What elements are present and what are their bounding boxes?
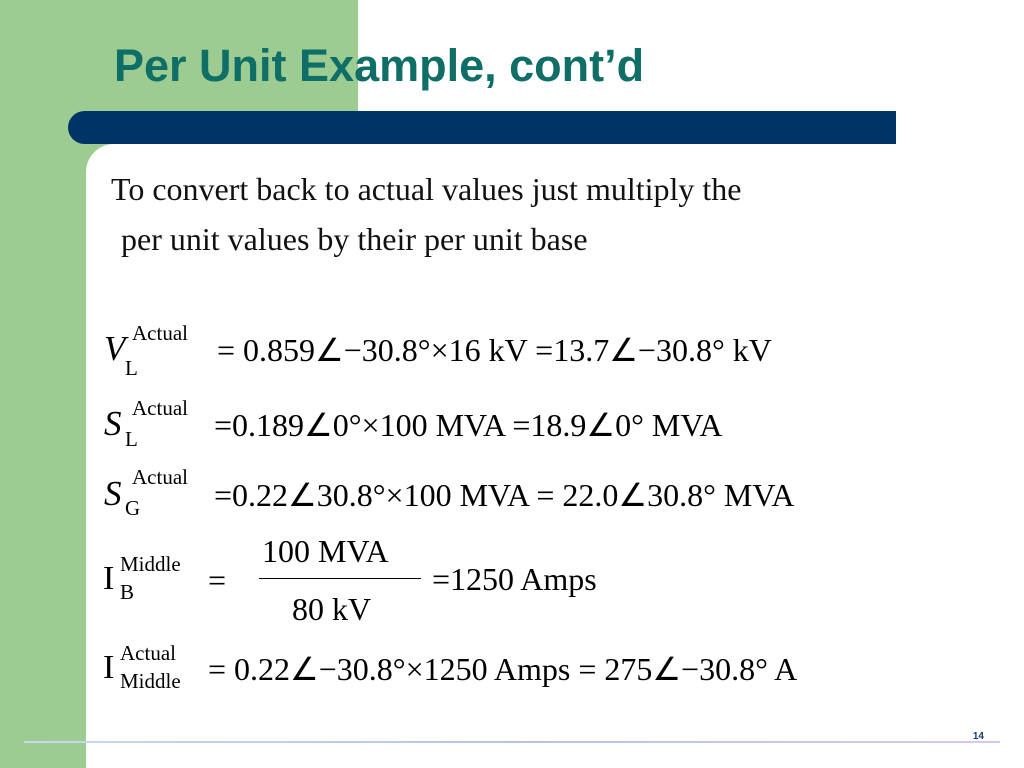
eq2-superscript: Actual — [132, 396, 188, 420]
eq4-equals: = — [208, 562, 227, 598]
eq4-denominator: 80 kV — [292, 591, 372, 627]
eq1-subscript: L — [125, 356, 138, 380]
eq4-numerator: 100 MVA — [262, 533, 389, 569]
instruction-text-line-2: per unit values by their per unit base — [121, 221, 588, 257]
instruction-text-line-1: To convert back to actual values just multiply the — [111, 171, 742, 207]
eq5-subscript: Middle — [120, 669, 181, 693]
eq3-symbol: S — [104, 474, 122, 513]
eq4-subscript: B — [120, 580, 135, 604]
eq5-symbol: I — [103, 649, 115, 686]
title-underline-bar — [68, 111, 896, 144]
eq3-superscript: Actual — [132, 465, 188, 489]
slide-title: Per Unit Example, cont’d — [114, 40, 645, 91]
eq3-subscript: G — [125, 496, 141, 520]
eq4-superscript: Middle — [120, 552, 181, 576]
eq4-result: =1250 Amps — [432, 561, 597, 597]
fraction-bar — [259, 578, 421, 579]
eq5-superscript: Actual — [120, 641, 176, 665]
eq5-expression: = 0.22∠−30.8°×1250 Amps = 275∠−30.8° A — [208, 651, 798, 687]
page-number: 14 — [972, 731, 984, 742]
eq2-subscript: L — [125, 427, 138, 451]
footer-divider — [24, 741, 1000, 743]
eq1-superscript: Actual — [132, 321, 188, 345]
eq1-expression: = 0.859∠−30.8°×16 kV =13.7∠−30.8° kV — [217, 332, 772, 368]
eq4-symbol: I — [103, 560, 115, 597]
eq2-symbol: S — [104, 404, 122, 443]
eq2-expression: =0.189∠0°×100 MVA =18.9∠0° MVA — [214, 407, 723, 443]
eq1-symbol: V — [104, 329, 126, 368]
eq3-expression: =0.22∠30.8°×100 MVA = 22.0∠30.8° MVA — [214, 477, 795, 513]
